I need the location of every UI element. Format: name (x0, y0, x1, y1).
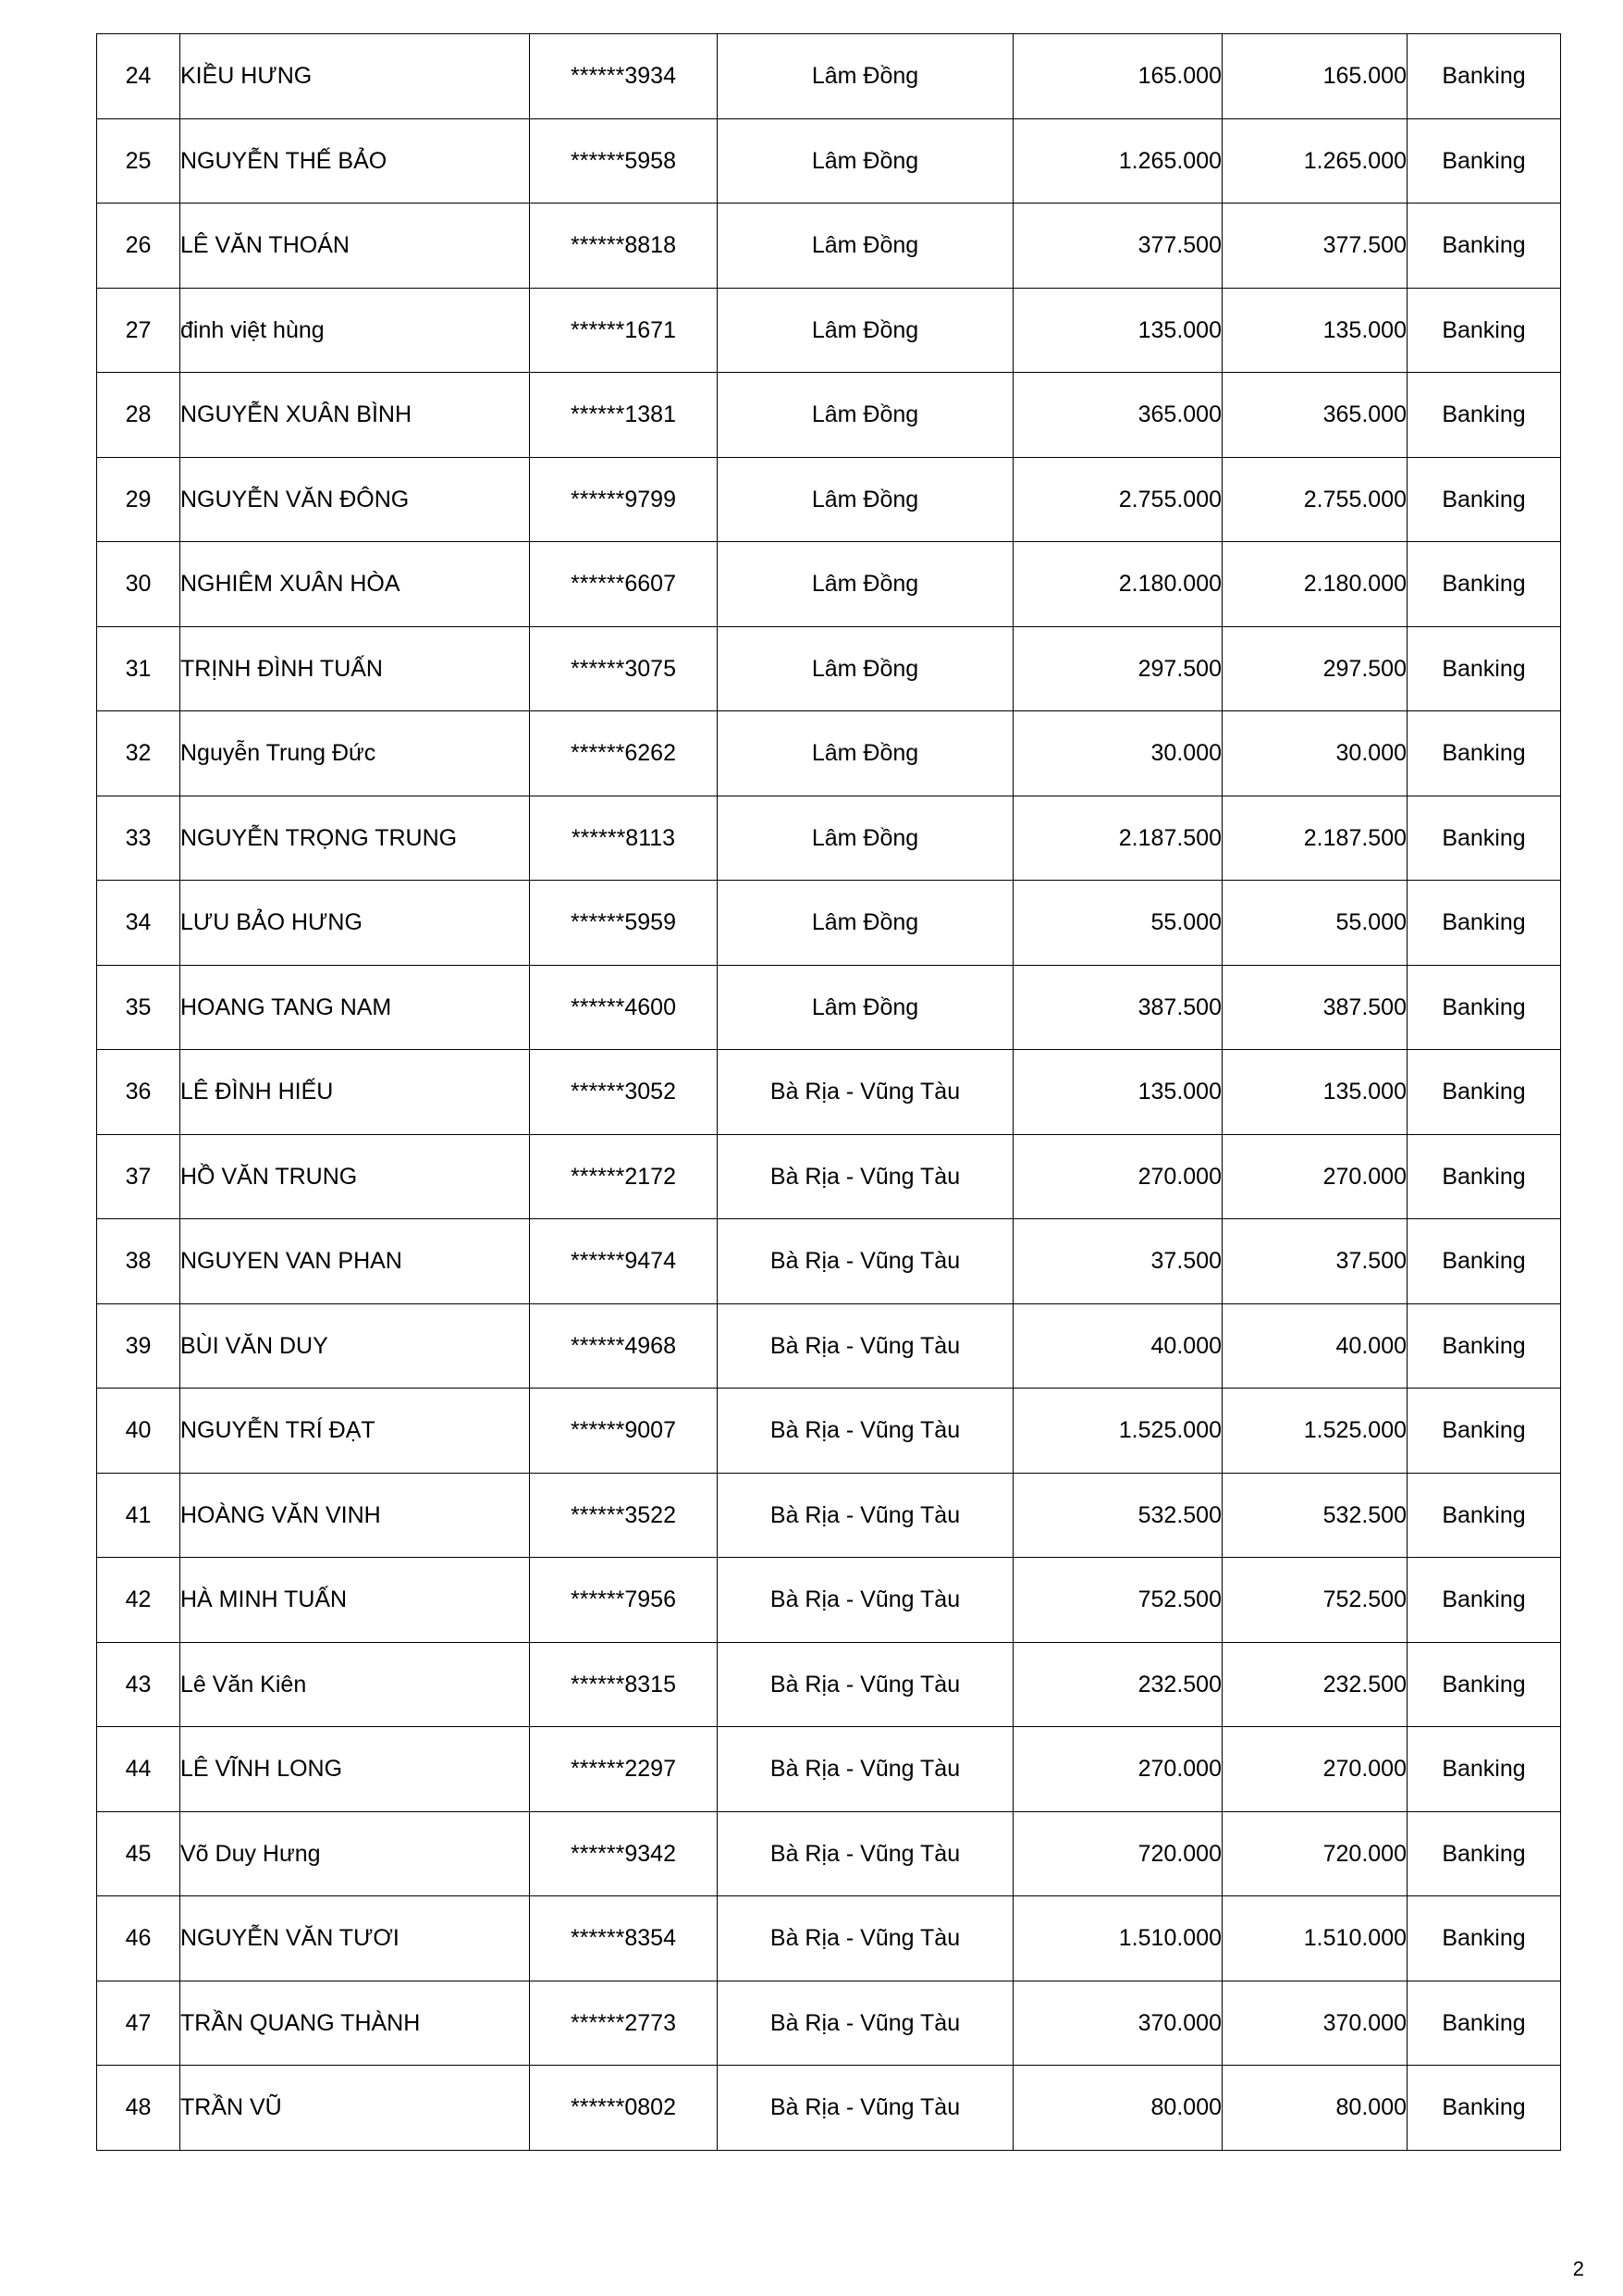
amount-cell: 2.755.000 (1014, 457, 1223, 542)
payment-method-cell: Banking (1408, 1642, 1561, 1727)
masked-account-cell: ******4968 (530, 1303, 718, 1389)
payment-method-cell: Banking (1408, 204, 1561, 289)
amount-cell: 752.500 (1014, 1558, 1223, 1643)
recipient-name-cell: NGUYỄN THẾ BẢO (180, 118, 530, 204)
masked-account-cell: ******1671 (530, 288, 718, 373)
province-cell: Bà Rịa - Vũng Tàu (718, 2066, 1014, 2151)
masked-account-cell: ******8354 (530, 1896, 718, 1981)
row-number-cell: 46 (97, 1896, 180, 1981)
table-row (97, 881, 1561, 966)
recipient-name-cell: NGUYỄN XUÂN BÌNH (180, 373, 530, 458)
row-number-cell: 29 (97, 457, 180, 542)
amount-paid-cell: 2.180.000 (1223, 542, 1408, 627)
table-row (97, 118, 1561, 204)
amount-paid-cell: 40.000 (1223, 1303, 1408, 1389)
recipient-name-cell: NGUYỄN TRÍ ĐẠT (180, 1389, 530, 1474)
payment-method-cell: Banking (1408, 118, 1561, 204)
recipient-name-cell: NGUYEN VAN PHAN (180, 1219, 530, 1304)
row-number-cell: 37 (97, 1134, 180, 1219)
table-body (97, 34, 1561, 2151)
amount-cell: 720.000 (1014, 1811, 1223, 1896)
province-cell: Bà Rịa - Vũng Tàu (718, 1050, 1014, 1135)
row-number-cell: 48 (97, 2066, 180, 2151)
amount-cell: 270.000 (1014, 1727, 1223, 1812)
payment-method-cell: Banking (1408, 457, 1561, 542)
amount-cell: 2.180.000 (1014, 542, 1223, 627)
recipient-name-cell: LÊ VĂN THOÁN (180, 204, 530, 289)
payment-method-cell: Banking (1408, 626, 1561, 711)
row-number-cell: 32 (97, 711, 180, 796)
province-cell: Lâm Đồng (718, 118, 1014, 204)
province-cell: Bà Rịa - Vũng Tàu (718, 1134, 1014, 1219)
masked-account-cell: ******2297 (530, 1727, 718, 1812)
amount-cell: 1.265.000 (1014, 118, 1223, 204)
province-cell: Bà Rịa - Vũng Tàu (718, 1896, 1014, 1981)
amount-paid-cell: 30.000 (1223, 711, 1408, 796)
masked-account-cell: ******3075 (530, 626, 718, 711)
province-cell: Bà Rịa - Vũng Tàu (718, 1219, 1014, 1304)
masked-account-cell: ******8818 (530, 204, 718, 289)
row-number-cell: 36 (97, 1050, 180, 1135)
masked-account-cell: ******2172 (530, 1134, 718, 1219)
amount-cell: 135.000 (1014, 1050, 1223, 1135)
recipient-name-cell: NGUYỄN TRỌNG TRUNG (180, 796, 530, 881)
payment-method-cell: Banking (1408, 2066, 1561, 2151)
amount-cell: 30.000 (1014, 711, 1223, 796)
table-row (97, 1981, 1561, 2066)
province-cell: Bà Rịa - Vũng Tàu (718, 1981, 1014, 2066)
payment-method-cell: Banking (1408, 34, 1561, 119)
province-cell: Lâm Đồng (718, 626, 1014, 711)
amount-paid-cell: 135.000 (1223, 1050, 1408, 1135)
amount-paid-cell: 387.500 (1223, 965, 1408, 1050)
amount-cell: 365.000 (1014, 373, 1223, 458)
amount-cell: 80.000 (1014, 2066, 1223, 2151)
amount-cell: 370.000 (1014, 1981, 1223, 2066)
amount-cell: 165.000 (1014, 34, 1223, 119)
province-cell: Lâm Đồng (718, 542, 1014, 627)
province-cell: Lâm Đồng (718, 288, 1014, 373)
masked-account-cell: ******5958 (530, 118, 718, 204)
amount-cell: 232.500 (1014, 1642, 1223, 1727)
payment-method-cell: Banking (1408, 1389, 1561, 1474)
province-cell: Lâm Đồng (718, 34, 1014, 119)
masked-account-cell: ******6262 (530, 711, 718, 796)
recipient-name-cell: Lê Văn Kiên (180, 1642, 530, 1727)
province-cell: Bà Rịa - Vũng Tàu (718, 1389, 1014, 1474)
amount-paid-cell: 2.755.000 (1223, 457, 1408, 542)
province-cell: Lâm Đồng (718, 711, 1014, 796)
province-cell: Lâm Đồng (718, 373, 1014, 458)
payment-method-cell: Banking (1408, 1811, 1561, 1896)
recipient-name-cell: TRẦN VŨ (180, 2066, 530, 2151)
payment-method-cell: Banking (1408, 1727, 1561, 1812)
amount-paid-cell: 370.000 (1223, 1981, 1408, 2066)
payment-method-cell: Banking (1408, 1896, 1561, 1981)
masked-account-cell: ******6607 (530, 542, 718, 627)
amount-cell: 297.500 (1014, 626, 1223, 711)
table-row (97, 1134, 1561, 1219)
amount-cell: 532.500 (1014, 1473, 1223, 1558)
payment-method-cell: Banking (1408, 542, 1561, 627)
amount-paid-cell: 1.265.000 (1223, 118, 1408, 204)
payment-method-cell: Banking (1408, 1981, 1561, 2066)
recipient-name-cell: HOANG TANG NAM (180, 965, 530, 1050)
table-row (97, 1389, 1561, 1474)
amount-paid-cell: 270.000 (1223, 1134, 1408, 1219)
amount-cell: 2.187.500 (1014, 796, 1223, 881)
table-row (97, 34, 1561, 119)
province-cell: Lâm Đồng (718, 965, 1014, 1050)
table-row (97, 1219, 1561, 1304)
masked-account-cell: ******9007 (530, 1389, 718, 1474)
row-number-cell: 47 (97, 1981, 180, 2066)
row-number-cell: 33 (97, 796, 180, 881)
masked-account-cell: ******5959 (530, 881, 718, 966)
table-row (97, 711, 1561, 796)
row-number-cell: 43 (97, 1642, 180, 1727)
table-row (97, 1896, 1561, 1981)
table-row (97, 288, 1561, 373)
row-number-cell: 45 (97, 1811, 180, 1896)
row-number-cell: 34 (97, 881, 180, 966)
recipient-name-cell: NGHIÊM XUÂN HÒA (180, 542, 530, 627)
amount-cell: 55.000 (1014, 881, 1223, 966)
recipient-name-cell: KIỀU HƯNG (180, 34, 530, 119)
payment-method-cell: Banking (1408, 1050, 1561, 1135)
row-number-cell: 25 (97, 118, 180, 204)
row-number-cell: 39 (97, 1303, 180, 1389)
amount-paid-cell: 80.000 (1223, 2066, 1408, 2151)
amount-paid-cell: 135.000 (1223, 288, 1408, 373)
masked-account-cell: ******1381 (530, 373, 718, 458)
table-row (97, 457, 1561, 542)
recipient-name-cell: Võ Duy Hưng (180, 1811, 530, 1896)
table-row (97, 1727, 1561, 1812)
masked-account-cell: ******9474 (530, 1219, 718, 1304)
masked-account-cell: ******9342 (530, 1811, 718, 1896)
table-row (97, 1642, 1561, 1727)
payment-method-cell: Banking (1408, 881, 1561, 966)
row-number-cell: 38 (97, 1219, 180, 1304)
masked-account-cell: ******0802 (530, 2066, 718, 2151)
amount-cell: 40.000 (1014, 1303, 1223, 1389)
province-cell: Bà Rịa - Vũng Tàu (718, 1303, 1014, 1389)
recipient-name-cell: BÙI VĂN DUY (180, 1303, 530, 1389)
amount-cell: 37.500 (1014, 1219, 1223, 1304)
payment-method-cell: Banking (1408, 1558, 1561, 1643)
province-cell: Lâm Đồng (718, 204, 1014, 289)
amount-paid-cell: 165.000 (1223, 34, 1408, 119)
masked-account-cell: ******8315 (530, 1642, 718, 1727)
row-number-cell: 31 (97, 626, 180, 711)
recipient-name-cell: HÀ MINH TUẤN (180, 1558, 530, 1643)
table-row (97, 373, 1561, 458)
table-row (97, 965, 1561, 1050)
payment-method-cell: Banking (1408, 1303, 1561, 1389)
payment-method-cell: Banking (1408, 711, 1561, 796)
payment-method-cell: Banking (1408, 965, 1561, 1050)
amount-paid-cell: 2.187.500 (1223, 796, 1408, 881)
province-cell: Bà Rịa - Vũng Tàu (718, 1473, 1014, 1558)
row-number-cell: 26 (97, 204, 180, 289)
amount-paid-cell: 297.500 (1223, 626, 1408, 711)
province-cell: Bà Rịa - Vũng Tàu (718, 1811, 1014, 1896)
amount-cell: 270.000 (1014, 1134, 1223, 1219)
province-cell: Bà Rịa - Vũng Tàu (718, 1558, 1014, 1643)
recipient-name-cell: LÊ ĐÌNH HIẾU (180, 1050, 530, 1135)
row-number-cell: 40 (97, 1389, 180, 1474)
row-number-cell: 30 (97, 542, 180, 627)
masked-account-cell: ******4600 (530, 965, 718, 1050)
province-cell: Bà Rịa - Vũng Tàu (718, 1727, 1014, 1812)
masked-account-cell: ******3934 (530, 34, 718, 119)
row-number-cell: 44 (97, 1727, 180, 1812)
recipient-name-cell: TRỊNH ĐÌNH TUẤN (180, 626, 530, 711)
table-row (97, 542, 1561, 627)
table-row (97, 2066, 1561, 2151)
province-cell: Bà Rịa - Vũng Tàu (718, 1642, 1014, 1727)
recipient-name-cell: TRẦN QUANG THÀNH (180, 1981, 530, 2066)
recipient-name-cell: LÊ VĨNH LONG (180, 1727, 530, 1812)
province-cell: Lâm Đồng (718, 457, 1014, 542)
amount-paid-cell: 270.000 (1223, 1727, 1408, 1812)
payment-method-cell: Banking (1408, 1134, 1561, 1219)
amount-paid-cell: 377.500 (1223, 204, 1408, 289)
row-number-cell: 35 (97, 965, 180, 1050)
table-row (97, 796, 1561, 881)
payment-method-cell: Banking (1408, 373, 1561, 458)
amount-cell: 1.525.000 (1014, 1389, 1223, 1474)
amount-cell: 135.000 (1014, 288, 1223, 373)
amount-cell: 377.500 (1014, 204, 1223, 289)
table-row (97, 1811, 1561, 1896)
row-number-cell: 24 (97, 34, 180, 119)
amount-paid-cell: 232.500 (1223, 1642, 1408, 1727)
amount-paid-cell: 752.500 (1223, 1558, 1408, 1643)
amount-paid-cell: 365.000 (1223, 373, 1408, 458)
row-number-cell: 42 (97, 1558, 180, 1643)
payment-method-cell: Banking (1408, 1219, 1561, 1304)
recipient-name-cell: LƯU BẢO HƯNG (180, 881, 530, 966)
table-row (97, 1558, 1561, 1643)
masked-account-cell: ******7956 (530, 1558, 718, 1643)
table-row (97, 1050, 1561, 1135)
recipient-name-cell: Nguyễn Trung Đức (180, 711, 530, 796)
payment-method-cell: Banking (1408, 1473, 1561, 1558)
row-number-cell: 41 (97, 1473, 180, 1558)
records-table (96, 33, 1561, 2151)
amount-paid-cell: 37.500 (1223, 1219, 1408, 1304)
recipient-name-cell: đinh việt hùng (180, 288, 530, 373)
table-row (97, 1473, 1561, 1558)
page-number: 2 (1572, 2257, 1584, 2280)
row-number-cell: 27 (97, 288, 180, 373)
table-row (97, 1303, 1561, 1389)
masked-account-cell: ******8113 (530, 796, 718, 881)
province-cell: Lâm Đồng (718, 881, 1014, 966)
recipient-name-cell: NGUYỄN VĂN TƯƠI (180, 1896, 530, 1981)
payment-method-cell: Banking (1408, 796, 1561, 881)
row-number-cell: 28 (97, 373, 180, 458)
province-cell: Lâm Đồng (718, 796, 1014, 881)
amount-cell: 1.510.000 (1014, 1896, 1223, 1981)
recipient-name-cell: NGUYỄN VĂN ĐÔNG (180, 457, 530, 542)
amount-paid-cell: 1.510.000 (1223, 1896, 1408, 1981)
masked-account-cell: ******3052 (530, 1050, 718, 1135)
masked-account-cell: ******2773 (530, 1981, 718, 2066)
amount-paid-cell: 55.000 (1223, 881, 1408, 966)
recipient-name-cell: HỒ VĂN TRUNG (180, 1134, 530, 1219)
amount-paid-cell: 1.525.000 (1223, 1389, 1408, 1474)
amount-paid-cell: 720.000 (1223, 1811, 1408, 1896)
payment-method-cell: Banking (1408, 288, 1561, 373)
recipient-name-cell: HOÀNG VĂN VINH (180, 1473, 530, 1558)
table-row (97, 626, 1561, 711)
amount-cell: 387.500 (1014, 965, 1223, 1050)
table-row (97, 204, 1561, 289)
masked-account-cell: ******9799 (530, 457, 718, 542)
amount-paid-cell: 532.500 (1223, 1473, 1408, 1558)
masked-account-cell: ******3522 (530, 1473, 718, 1558)
